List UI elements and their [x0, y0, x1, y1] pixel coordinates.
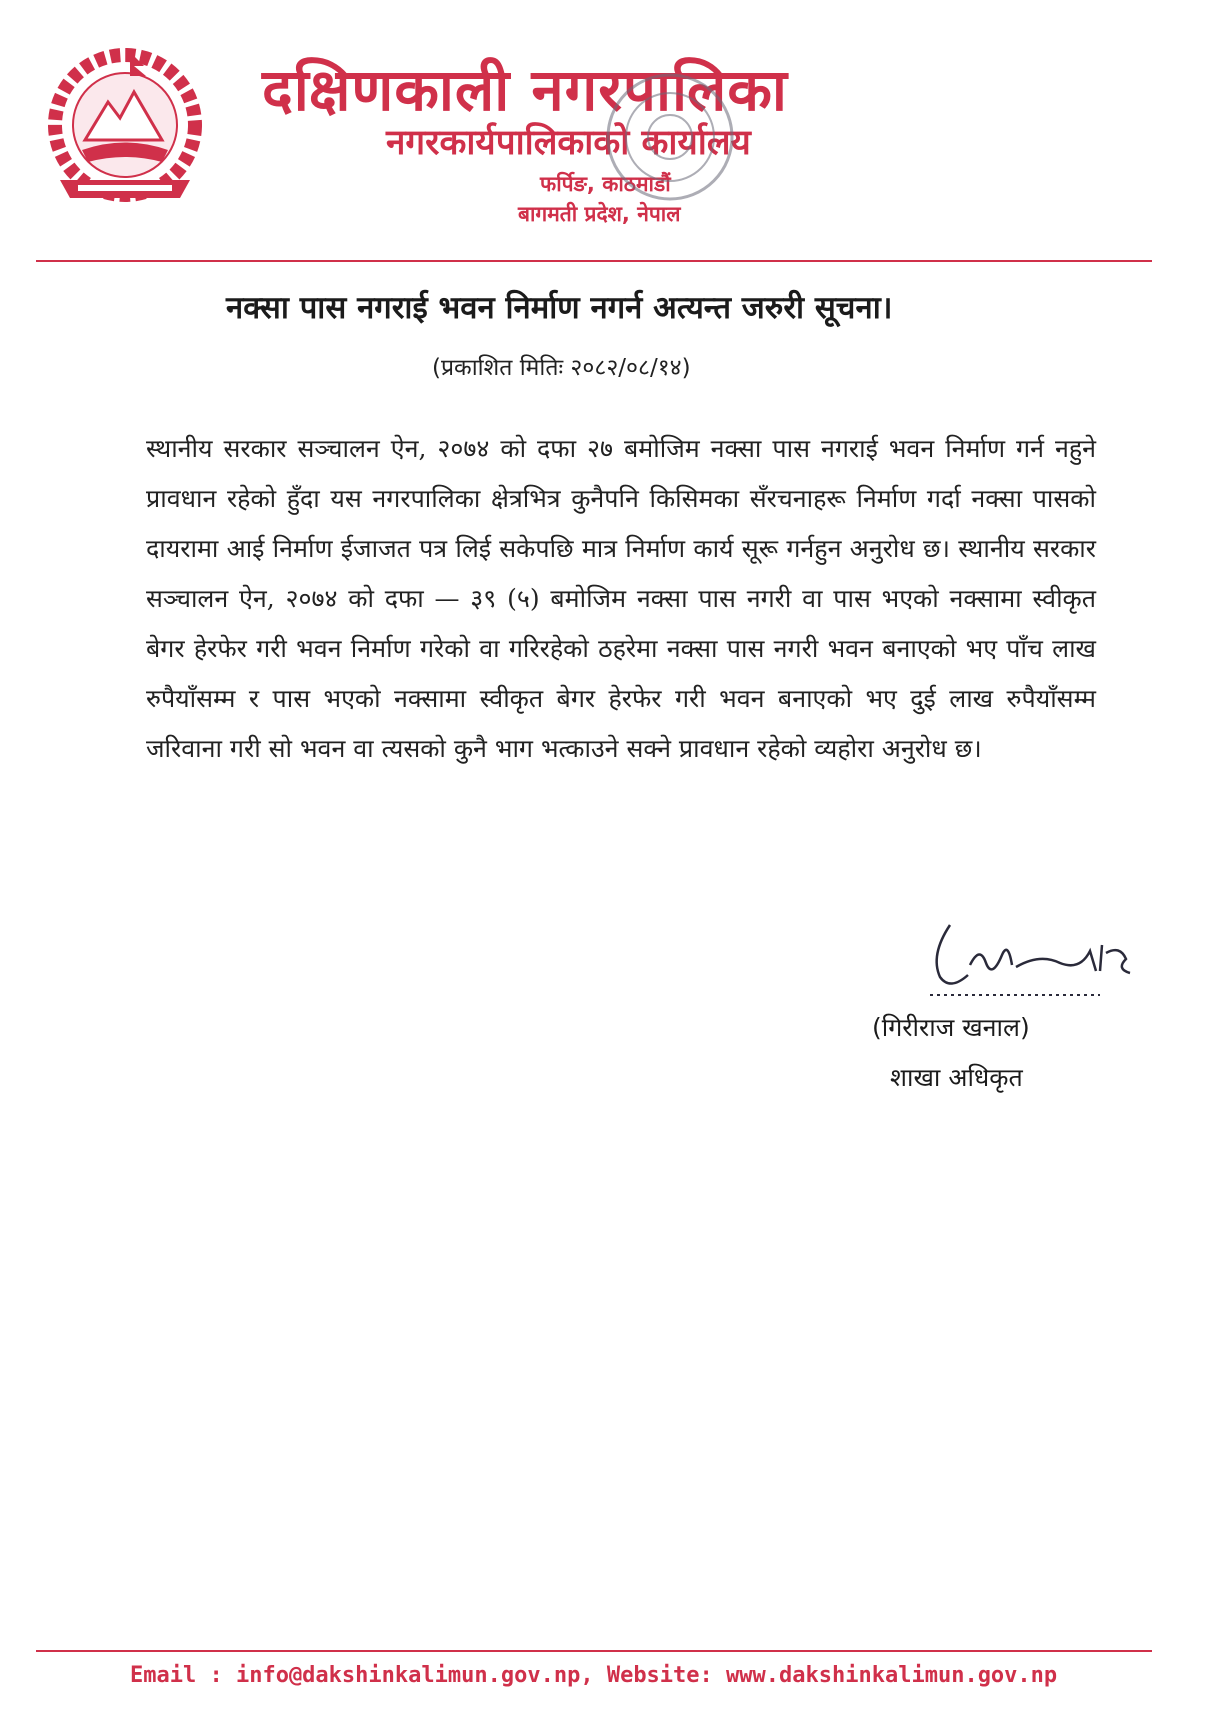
footer-contact: Email : info@dakshinkalimun.gov.np, Website: www.dakshinkalimun.gov.np — [130, 1663, 1058, 1688]
signatory-name: (गिरीराज खनाल) — [872, 1013, 1030, 1042]
address-line-1: फर्पिङ, काठमाडौं — [540, 172, 671, 196]
office-name: नगरकार्यपालिकाको कार्यालय — [386, 123, 751, 163]
notice-body: स्थानीय सरकार सञ्चालन ऐन, २०७४ को दफा २७ बमोजिम नक्सा पास नगराई भवन निर्माण गर्न नहुने प्रावधान रहेको हुँदा यस नगरपालिका क्षेत्रभित्र कुनैपनि किसिमका सँरचनाहरू निर्माण गर्दा नक्सा पासको दायरामा आई निर्माण ईजाजत पत्र लिई सकेपछि मात्र निर्माण कार्य सूरू गर्नहुन अनुरोध छ। स्थानीय सरकार सञ्चालन ऐन, २०७४ को दफा — ३९ (५) बमोजिम नक्सा पास नगरी वा पास भएको नक्सामा स्वीकृत बेगर हेरफेर गरी भवन निर्माण गरेको वा गरिरहेको ठहरेमा नक्सा पास नगरी भवन बनाएको भए पाँच लाख रुपैयाँसम्म र पास भएको नक्सामा स्वीकृत बेगर हेरफेर गरी भवन बनाएको भए दुई लाख रुपैयाँसम्म जरिवाना गरी सो भवन वा त्यसको कुनै भाग भत्काउने सक्ने प्रावधान रहेको व्यहोरा अनुरोध छ। — [146, 434, 1096, 763]
footer-divider — [36, 1650, 1152, 1652]
org-name: दक्षिणकाली नगरपालिका — [262, 56, 788, 124]
signature-icon — [920, 905, 1160, 1005]
signatory-designation: शाखा अधिकृत — [890, 1063, 1023, 1092]
office-stamp-icon — [580, 62, 760, 212]
address-line-2: बागमती प्रदेश, नेपाल — [518, 202, 681, 226]
notice-title: नक्सा पास नगराई भवन निर्माण नगर्न अत्यन्त जरुरी सूचना। — [226, 290, 893, 326]
nepal-emblem-icon — [30, 40, 220, 210]
published-date: (प्रकाशित मितिः २०८२/०८/१४) — [432, 355, 691, 381]
header-divider — [36, 260, 1152, 262]
